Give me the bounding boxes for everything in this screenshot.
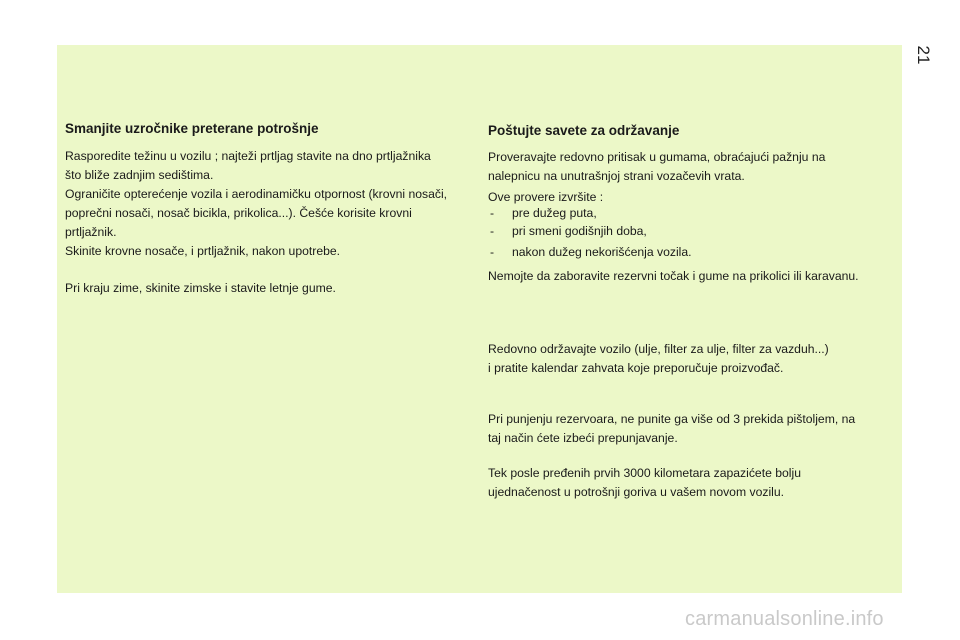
right-paragraph-6-line-1: Tek posle pređenih prvih 3000 kilometara zapazićete bolju [488, 466, 801, 480]
left-column [65, 120, 475, 298]
list-item: - pri smeni godišnjih doba, [488, 221, 898, 242]
right-paragraph-6-line-2: ujednačenost u potrošnji goriva u vašem novom vozilu. [488, 485, 785, 499]
list-item: - nakon dužeg nekorišćenja vozila. [488, 242, 898, 263]
right-paragraph-5-line-2: taj način ćete izbeći prepunjavanje. [488, 431, 678, 445]
right-paragraph-2: Ove provere izvršite : [488, 190, 604, 204]
right-paragraph-3: Nemojte da zaboravite rezervni točak i gume na prikolici ili karavanu. [488, 269, 859, 283]
left-paragraph-1-line-1: Rasporedite težinu u vozilu ; najteži prtljag stavite na dno prtljažnika [65, 149, 431, 163]
left-paragraph-2-line-3: prtljažnik. [65, 225, 117, 239]
right-paragraph-4-line-2: i pratite kalendar zahvata koje preporučuje proizvođač. [488, 361, 784, 375]
right-paragraph-1-line-1: Proveravajte redovno pritisak u gumama, obraćajući pažnju na [488, 150, 826, 164]
right-heading: Poštujte savete za održavanje [488, 123, 680, 138]
left-paragraph-1-line-2: što bliže zadnjim sedištima. [65, 168, 214, 182]
right-paragraph-1-line-2: nalepnicu na unutrašnjoj strani vozačevih vrata. [488, 169, 745, 183]
watermark: carmanualsonline.info [685, 608, 884, 630]
left-paragraph-2-line-1: Ograničite opterećenje vozila i aerodinamičku otpornost (krovni nosači, [65, 187, 448, 201]
list-item: - pre dužeg puta, [488, 205, 898, 221]
check-list [488, 205, 898, 263]
left-paragraph-3: Skinite krovne nosače, i prtljažnik, nakon upotrebe. [65, 244, 341, 258]
left-heading: Smanjite uzročnike preterane potrošnje [65, 121, 319, 136]
right-paragraph-5-line-1: Pri punjenju rezervoara, ne punite ga više od 3 prekida pištoljem, na [488, 412, 856, 426]
left-paragraph-4: Pri kraju zime, skinite zimske i stavite letnje gume. [65, 281, 336, 295]
right-column [488, 122, 898, 502]
page-number: 21 [914, 45, 933, 65]
right-paragraph-4-line-1: Redovno održavajte vozilo (ulje, filter za ulje, filter za vazduh...) [488, 342, 829, 356]
left-paragraph-2-line-2: poprečni nosači, nosač bicikla, prikolica...). Češće korisite krovni [65, 206, 412, 220]
